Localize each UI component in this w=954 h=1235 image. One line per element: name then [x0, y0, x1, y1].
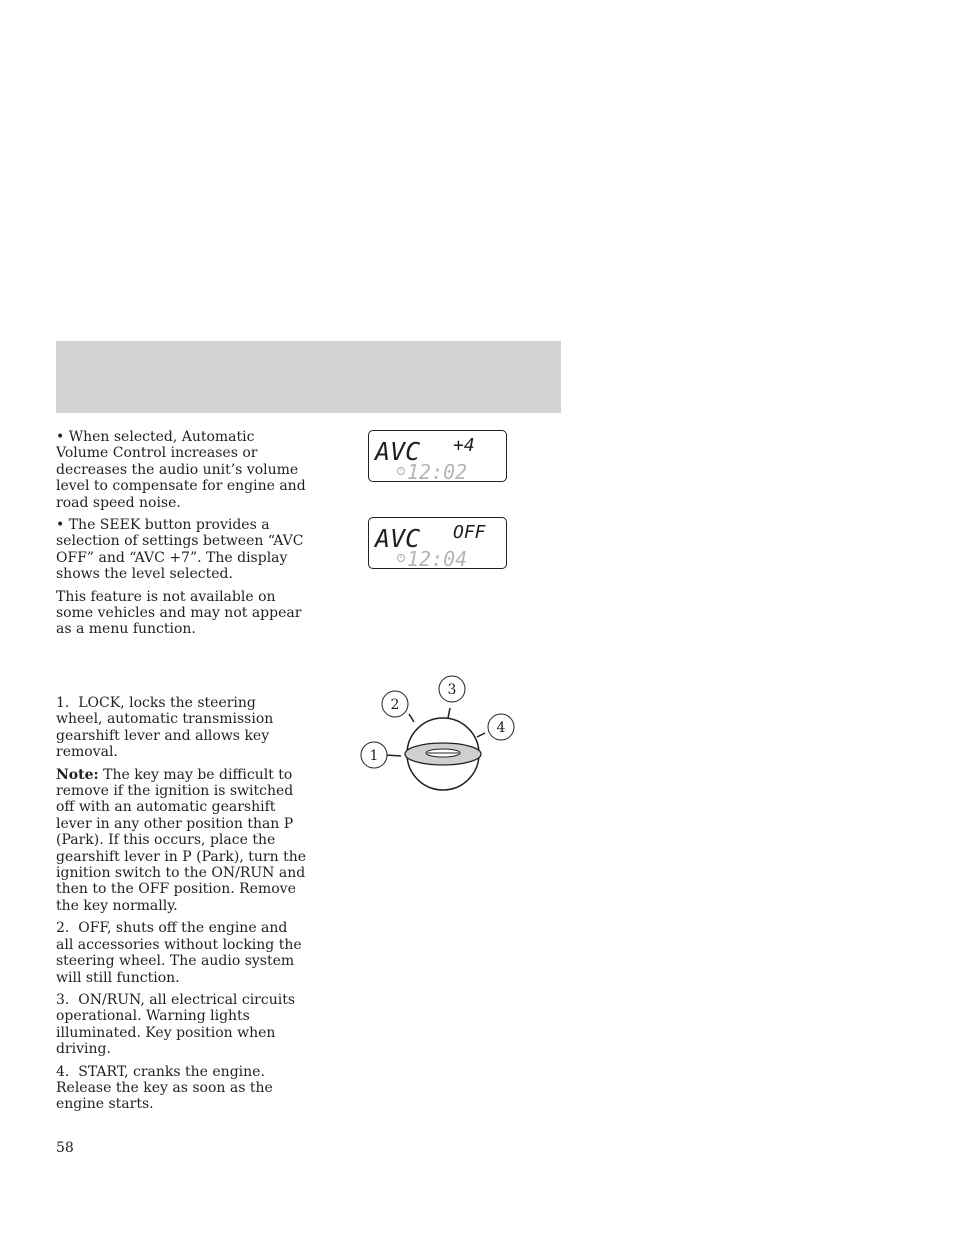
ignition-off-text: 2. OFF, shuts off the engine and all accessories without locking the steering wheel. The audio system will still function.	[56, 920, 302, 986]
radio-display-lcd	[369, 431, 508, 483]
avc-bullet-seek: • The SEEK button provides a selection of settings between “AVC OFF” and “AVC +7”. The display shows the level selected.	[56, 517, 306, 583]
position-callout-3	[439, 676, 465, 702]
position-number: 1	[369, 748, 379, 764]
ignition-text-column	[56, 695, 306, 1119]
avc-text-column	[56, 429, 306, 644]
ignition-lock-text: 1. LOCK, locks the steering wheel, automatic transmission gearshift lever and allows key removal.	[56, 695, 274, 761]
clock-icon	[398, 555, 405, 562]
ignition-note	[56, 767, 306, 915]
display-mode-label: AVC	[375, 437, 421, 466]
display-level-value: OFF	[453, 522, 486, 543]
tick-on-run	[448, 708, 450, 718]
radio-display-lcd	[369, 518, 508, 570]
position-callout-2	[382, 691, 408, 717]
ignition-key-slot-icon	[405, 743, 481, 765]
section-header-band	[56, 341, 561, 413]
page-number: 58	[56, 1140, 74, 1156]
position-number: 2	[390, 697, 400, 713]
display-level-value: +4	[453, 435, 475, 456]
avc-availability-note: This feature is not available on some vehicles and may not appear as a menu function.	[56, 588, 302, 638]
position-number: 4	[496, 720, 506, 736]
avc-bullet-automatic: • When selected, Automatic Volume Control increases or decreases the audio unit’s volume level to compensate for engine and road speed noise.	[56, 429, 306, 511]
ignition-on-run-text: 3. ON/RUN, all electrical circuits operational. Warning lights illuminated. Key position when driving.	[56, 991, 296, 1058]
clock-icon	[398, 468, 405, 475]
display-mode-label: AVC	[375, 524, 421, 553]
position-number: 3	[447, 682, 457, 698]
ignition-start-text: 4. START, cranks the engine. Release the key as soon as the engine starts.	[56, 1063, 273, 1113]
position-callout-4	[488, 714, 514, 740]
radio-display-avc-plus4	[368, 430, 507, 482]
note-label: Note:	[56, 766, 99, 783]
tick-start	[477, 733, 485, 737]
display-clock: 12:04	[407, 547, 468, 570]
ignition-switch-diagram	[355, 672, 525, 797]
position-callout-1	[361, 742, 387, 768]
tick-lock	[386, 755, 401, 756]
radio-display-avc-off	[368, 517, 507, 569]
tick-off	[409, 714, 414, 722]
note-text: The key may be difficult to remove if the ignition is switched off with an automatic gearshift lever in any other position than P (Park). If this occurs, place the gearshift lever in P (Park), turn the ignition switch to the ON/RUN and then to the OFF position. Remove the key normally.	[56, 766, 307, 914]
display-clock: 12:02	[407, 460, 468, 483]
